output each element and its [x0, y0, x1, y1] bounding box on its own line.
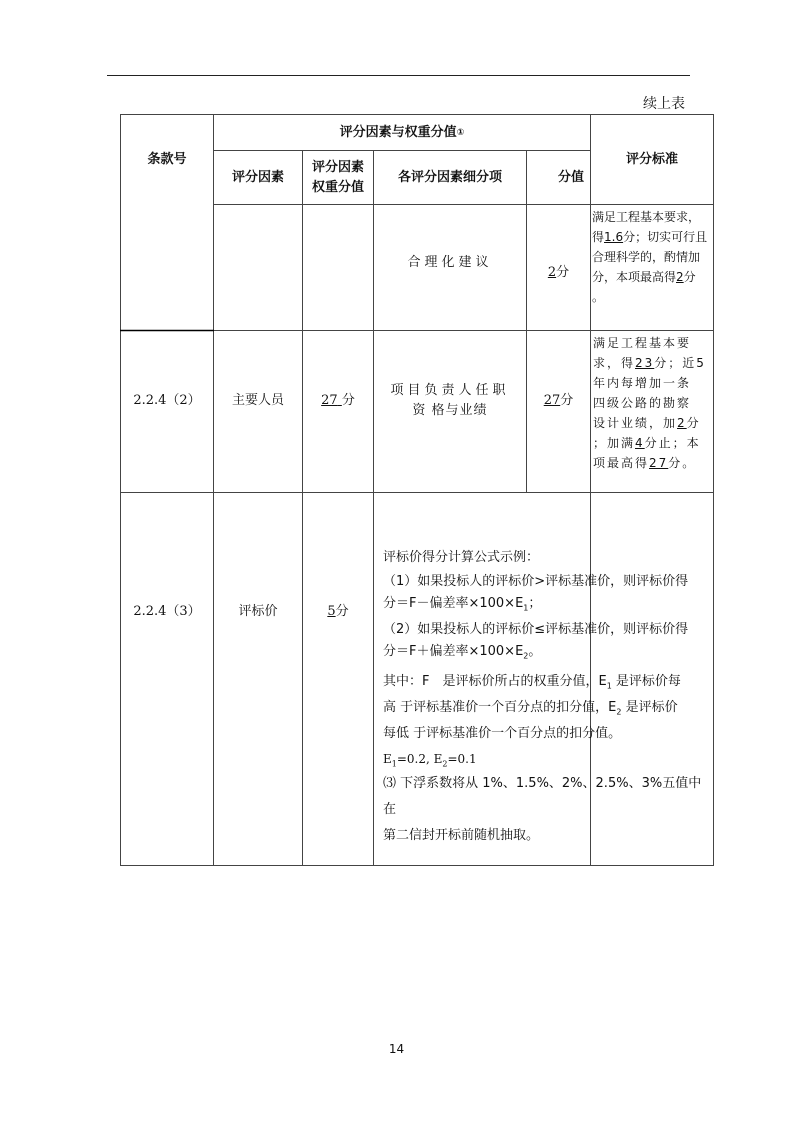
row3-weight-unit: 分: [335, 604, 349, 619]
continued-label: 续上表: [643, 96, 685, 112]
formula-line: （1）如果投标人的评标价>评标基准价，则评标价得: [383, 574, 689, 589]
formula-line: （2）如果投标人的评标价≤评标基准价，则评标价得: [383, 622, 689, 637]
row2-criteria: [593, 333, 713, 473]
row2-weight-value: 27: [321, 393, 338, 408]
formula-line: ⑶ 下浮系数将从 1%、1.5%、2%、2.5%、3%五值中在: [383, 776, 702, 817]
row1-criteria-line: 分，本项最高得2分: [592, 270, 696, 284]
row2-score-unit: 分: [560, 393, 574, 408]
row2-criteria-line: 四级公路的勘察: [593, 396, 692, 410]
formula-title: 评标价得分计算公式示例：: [383, 550, 540, 565]
row2-subitem-line1: 项目负责人任职: [390, 383, 510, 398]
page-number: 14: [388, 1042, 405, 1056]
row3-weight-value: 5: [327, 604, 336, 619]
row3-formula: [374, 493, 713, 865]
row2-criteria-line: 年内每增加一条: [593, 376, 692, 390]
row2-criteria-line: ；加满4分止；本: [593, 436, 701, 450]
header-rule: [107, 75, 690, 76]
row3-weight: [303, 493, 373, 731]
header-factor: 评分因素: [231, 169, 284, 185]
header-standard: 评分标准: [625, 151, 678, 167]
row1-criteria-line: 得1.6分；切实可行且: [592, 230, 708, 244]
header-weight-line2: 权重分值: [311, 179, 364, 195]
header-weight: [303, 151, 373, 204]
formula-line: 第二信封开标前随机抽取。: [383, 828, 540, 843]
row1-criteria: [592, 207, 713, 329]
row1-score: [527, 215, 590, 330]
row2-weight-unit: 分: [341, 393, 355, 408]
row3-clause: 2.2.4（3）: [133, 604, 201, 619]
row1-score-value: 2: [547, 264, 557, 280]
formula-line: 分＝F－偏差率$\times 100\times E_1$；: [383, 596, 542, 613]
row2-score-value: 27: [543, 393, 561, 408]
row2-criteria-line: 满足工程基本要: [593, 336, 692, 350]
formula-line: 分＝F＋偏差率$\times 100\times E_2$。: [383, 644, 542, 661]
row2-clause: 2.2.4（2）: [133, 393, 201, 408]
row1-subitem: 合理化建议: [407, 254, 493, 270]
formula-line: 每低 于评标基准价一个百分点的扣分值。: [383, 726, 622, 741]
row2-criteria-line: 求，得23分；近5: [593, 356, 706, 370]
row1-criteria-line: 满足工程基本要求，: [592, 210, 701, 224]
row1-criteria-line: 。: [592, 290, 605, 304]
row3-factor: 评标价: [238, 604, 278, 619]
row1-criteria-line: 合理科学的，酌情加: [592, 250, 701, 264]
row1-score-unit: 分: [556, 264, 570, 280]
row2-factor: 主要人员: [231, 393, 284, 408]
row2-criteria-line: 项最高得27分。: [593, 456, 697, 470]
header-group-title-text: 评分因素与权重分值: [339, 124, 457, 140]
row2-score: [527, 331, 590, 471]
formula-line: 其中：F 是评标价所占的权重分值，$E_1$ 是评标价每: [383, 674, 681, 691]
header-clause-no: 条款号: [147, 151, 187, 167]
row2-subitem-line2: 资 格与业绩: [412, 403, 488, 418]
row2-criteria-line: 设计业绩，加2分: [593, 416, 701, 430]
header-subitem: 各评分因素细分项: [397, 169, 502, 185]
header-group-title: 评分因素与权重分值 ①: [214, 115, 590, 150]
row2-subitem: [374, 331, 526, 471]
formula-line: 高 于评标基准价一个百分点的扣分值，$E_2$ 是评标价: [383, 700, 678, 717]
row2-weight: [303, 331, 373, 471]
header-weight-line1: 评分因素: [311, 159, 364, 175]
header-score: 分值: [557, 169, 584, 185]
formula-line: $E_1=0.2$, $E_2=0.1$: [383, 752, 477, 769]
